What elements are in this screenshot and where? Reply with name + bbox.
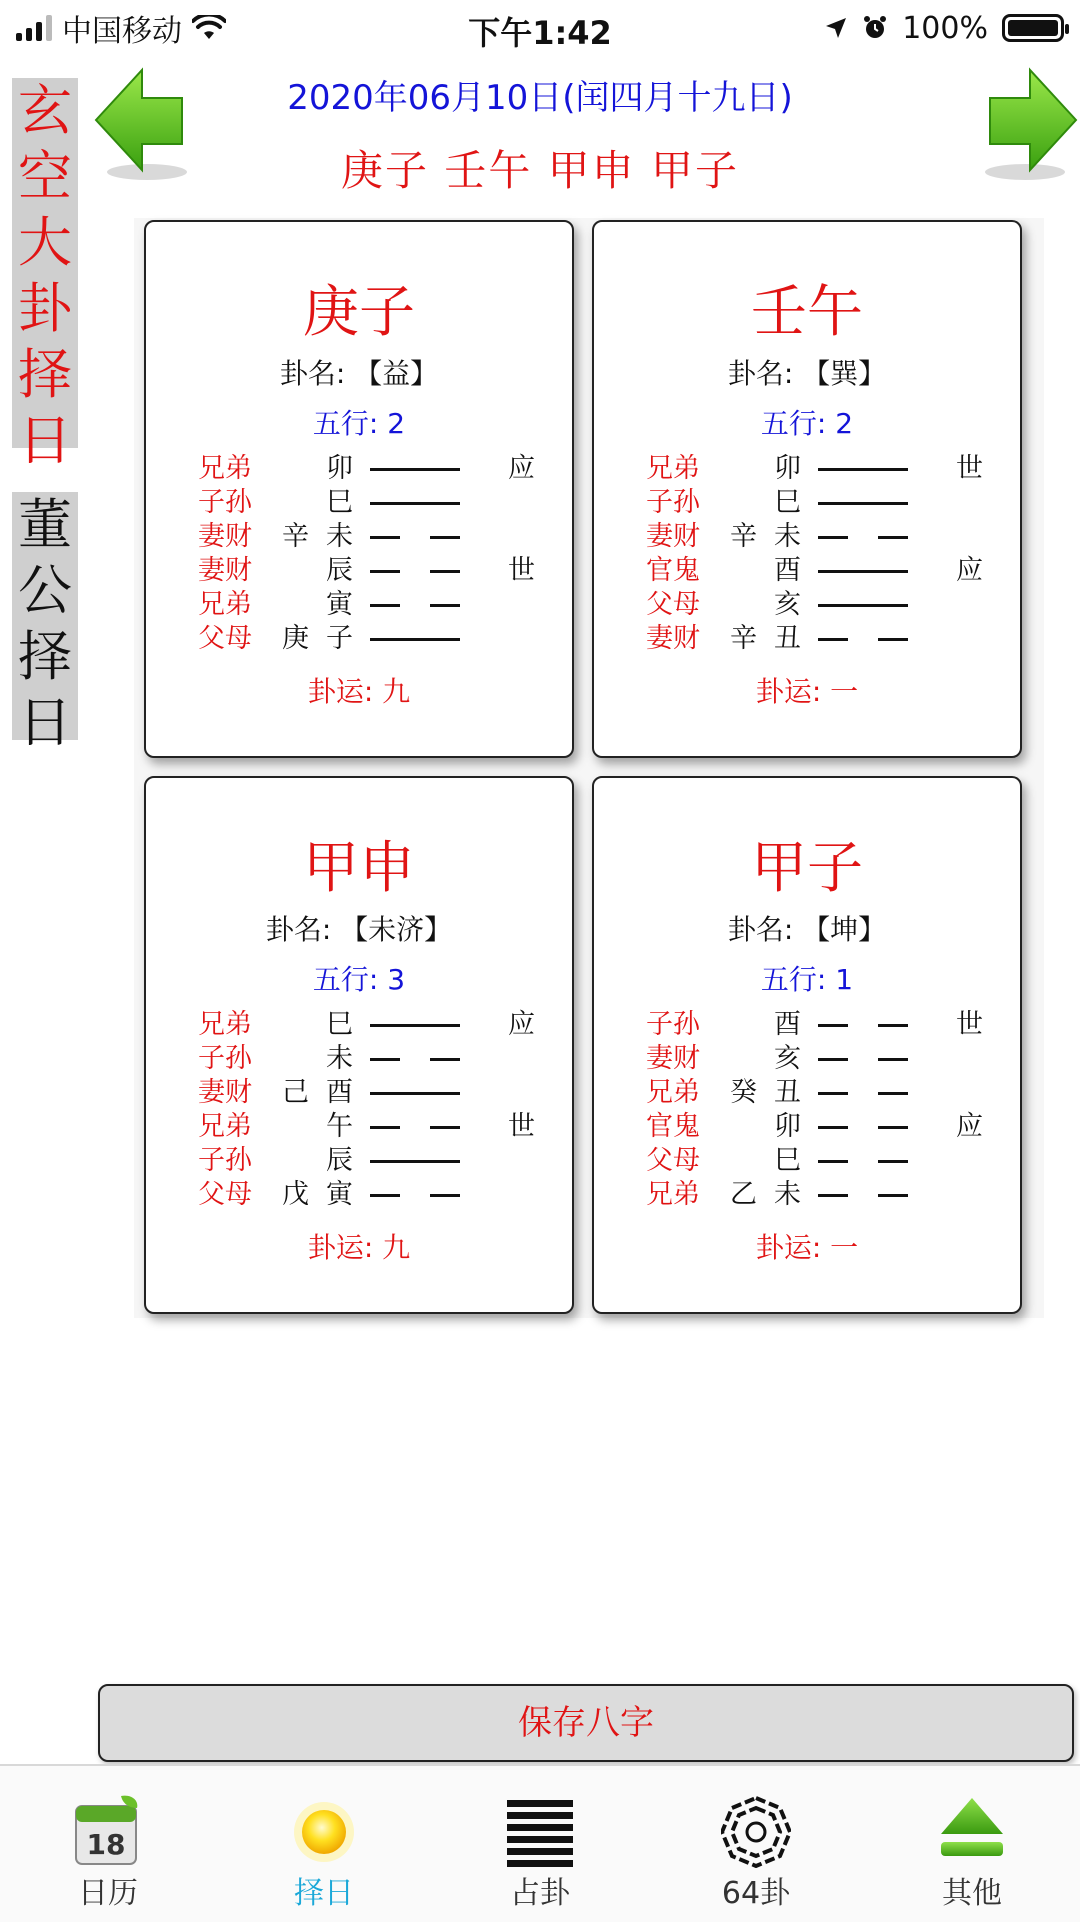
wuxing-row <box>594 402 1020 442</box>
yang-line-icon <box>370 1160 460 1163</box>
wuxing-row <box>146 958 572 998</box>
method-char: 日 <box>18 691 72 754</box>
liuqin-label: 兄弟 <box>646 1179 700 1210</box>
sun-icon <box>289 1792 359 1868</box>
gua-yun-label: 卦运: <box>755 1231 822 1264</box>
hexagram-name-label: 卦名: <box>279 357 346 390</box>
yin-line-icon <box>818 1092 908 1095</box>
yao-line <box>198 486 538 520</box>
branch-label: 卯 <box>774 1111 801 1142</box>
liuqin-label: 妻财 <box>198 1077 252 1108</box>
branch-label: 巳 <box>774 1145 801 1176</box>
hexagram-name <box>146 352 572 392</box>
yang-line-icon <box>818 502 908 505</box>
hexagram-card-month[interactable] <box>592 220 1022 758</box>
tab-zeri[interactable] <box>216 1766 432 1922</box>
liuqin-label: 官鬼 <box>646 1111 700 1142</box>
calendar-day-number: 18 <box>86 1828 126 1861</box>
method-char: 董 <box>18 493 72 556</box>
branch-label: 卯 <box>326 453 353 484</box>
liuqin-label: 兄弟 <box>646 453 700 484</box>
liuqin-label: 子孙 <box>198 487 252 518</box>
hexagram-name <box>146 908 572 948</box>
hexagram-name-value: 【益】 <box>354 357 439 390</box>
liuqin-label: 妻财 <box>646 623 700 654</box>
yang-line-icon <box>370 638 460 641</box>
liuqin-label: 父母 <box>198 623 252 654</box>
yao-line <box>646 520 986 554</box>
save-bazi-button[interactable]: 保存八字 <box>98 1684 1074 1762</box>
yin-line-icon <box>370 1194 460 1197</box>
liuqin-label: 妻财 <box>646 1043 700 1074</box>
wuxing-label: 五行: <box>760 407 827 440</box>
battery-percent: 100% <box>902 10 988 46</box>
liuqin-label: 妻财 <box>198 521 252 552</box>
branch-label: 丑 <box>774 623 801 654</box>
shi-ying-mark: 世 <box>956 1009 983 1040</box>
card-title: 甲子 <box>751 836 863 901</box>
wuxing-value: 1 <box>835 963 854 996</box>
yao-line <box>198 520 538 554</box>
branch-label: 巳 <box>326 1009 353 1040</box>
eject-icon <box>937 1792 1007 1868</box>
gua-yun-row <box>594 670 1020 710</box>
liuqin-label: 兄弟 <box>198 589 252 620</box>
yao-line <box>646 1076 986 1110</box>
card-title: 壬午 <box>751 280 863 345</box>
yao-line <box>198 1178 538 1212</box>
gua-yun-label: 卦运: <box>307 675 374 708</box>
yin-line-icon <box>818 1058 908 1061</box>
hexagram-name-value: 【巽】 <box>802 357 887 390</box>
gua-yun-value: 一 <box>830 675 859 708</box>
title-char: 择 <box>18 343 72 406</box>
liuqin-label: 子孙 <box>198 1145 252 1176</box>
branch-label: 巳 <box>774 487 801 518</box>
yao-line <box>198 622 538 656</box>
method-char: 公 <box>18 559 72 622</box>
ganzhi-line: 庚子 壬午 甲申 甲子 <box>340 146 740 195</box>
yao-lines <box>646 1008 986 1212</box>
liuqin-label: 父母 <box>198 1179 252 1210</box>
yang-line-icon <box>370 1024 460 1027</box>
hexagram-card-hour[interactable] <box>592 776 1022 1314</box>
branch-label: 辰 <box>326 555 353 586</box>
shi-ying-mark: 世 <box>956 453 983 484</box>
method-label-vertical[interactable] <box>12 492 78 754</box>
yao-line <box>646 554 986 588</box>
yao-lines <box>198 1008 538 1212</box>
liuqin-label: 兄弟 <box>198 1111 252 1142</box>
tab-calendar[interactable] <box>0 1766 216 1922</box>
title-char: 日 <box>18 409 72 472</box>
wuxing-value: 2 <box>387 407 406 440</box>
yin-line-icon <box>370 604 460 607</box>
shi-ying-mark: 世 <box>508 1111 535 1142</box>
branch-label: 巳 <box>326 487 353 518</box>
liuqin-label: 父母 <box>646 589 700 620</box>
yin-line-icon <box>370 1126 460 1129</box>
liuqin-label: 子孙 <box>198 1043 252 1074</box>
stem-label: 己 <box>282 1077 309 1108</box>
yin-line-icon <box>370 1058 460 1061</box>
stem-label: 辛 <box>730 521 757 552</box>
wuxing-value: 2 <box>835 407 854 440</box>
tab-label: 占卦 <box>510 1876 570 1911</box>
yao-line <box>198 588 538 622</box>
liuqin-label: 妻财 <box>198 555 252 586</box>
hexagram-name-label: 卦名: <box>727 913 794 946</box>
card-title: 甲申 <box>303 836 415 901</box>
yao-line <box>646 452 986 486</box>
liuqin-label: 兄弟 <box>198 1009 252 1040</box>
status-bar <box>0 0 1080 54</box>
yao-line <box>198 554 538 588</box>
wuxing-label: 五行: <box>312 407 379 440</box>
shi-ying-mark: 应 <box>956 1111 983 1142</box>
tab-other[interactable] <box>864 1766 1080 1922</box>
title-char: 大 <box>18 211 72 274</box>
shi-ying-mark: 应 <box>508 1009 535 1040</box>
branch-label: 酉 <box>326 1077 353 1108</box>
stem-label: 庚 <box>282 623 309 654</box>
tab-label: 64卦 <box>721 1876 791 1911</box>
yao-line <box>646 1144 986 1178</box>
bagua-icon <box>721 1792 791 1868</box>
yang-line-icon <box>370 468 460 471</box>
hexagram-name-value: 【未济】 <box>340 913 453 946</box>
branch-label: 寅 <box>326 1179 353 1210</box>
yao-line <box>198 452 538 486</box>
yao-line <box>198 1110 538 1144</box>
yang-line-icon <box>818 570 908 573</box>
shi-ying-mark: 世 <box>508 555 535 586</box>
branch-label: 寅 <box>326 589 353 620</box>
yin-line-icon <box>818 1126 908 1129</box>
gua-yun-value: 九 <box>382 1231 411 1264</box>
yao-line <box>646 1008 986 1042</box>
wuxing-row <box>146 402 572 442</box>
branch-label: 酉 <box>774 1009 801 1040</box>
gua-yun-label: 卦运: <box>307 1231 374 1264</box>
yao-line <box>198 1008 538 1042</box>
yao-lines <box>198 452 538 656</box>
hexagram-icon <box>505 1792 575 1868</box>
yang-line-icon <box>818 604 908 607</box>
gua-yun-row <box>146 670 572 710</box>
liuqin-label: 子孙 <box>646 1009 700 1040</box>
stem-label: 辛 <box>282 521 309 552</box>
carrier-label: 中国移动 <box>62 14 182 49</box>
stem-label: 癸 <box>730 1077 757 1108</box>
gua-yun-value: 一 <box>830 1231 859 1264</box>
gua-yun-row <box>146 1226 572 1266</box>
yao-line <box>646 1042 986 1076</box>
status-right <box>824 8 1064 48</box>
liuqin-label: 父母 <box>646 1145 700 1176</box>
branch-label: 午 <box>326 1111 353 1142</box>
yin-line-icon <box>818 1194 908 1197</box>
alarm-icon <box>862 15 888 41</box>
yin-line-icon <box>370 570 460 573</box>
hexagram-card-year[interactable] <box>144 220 574 758</box>
yao-line <box>198 1076 538 1110</box>
wuxing-row <box>594 958 1020 998</box>
hexagram-name-value: 【坤】 <box>802 913 887 946</box>
tab-label: 其他 <box>942 1876 1002 1911</box>
branch-label: 未 <box>326 1043 353 1074</box>
battery-icon <box>1002 14 1064 42</box>
yao-line <box>198 1042 538 1076</box>
yang-line-icon <box>370 1092 460 1095</box>
liuqin-label: 官鬼 <box>646 555 700 586</box>
wuxing-label: 五行: <box>312 963 379 996</box>
title-char: 空 <box>18 145 72 208</box>
yin-line-icon <box>818 1160 908 1163</box>
yao-line <box>646 1178 986 1212</box>
tab-64gua[interactable] <box>648 1766 864 1922</box>
liuqin-label: 妻财 <box>646 521 700 552</box>
liuqin-label: 兄弟 <box>646 1077 700 1108</box>
hexagram-card-day[interactable] <box>144 776 574 1314</box>
yao-line <box>646 1110 986 1144</box>
tab-bar <box>0 1764 1080 1922</box>
stem-label: 乙 <box>730 1179 757 1210</box>
yang-line-icon <box>818 468 908 471</box>
liuqin-label: 子孙 <box>646 487 700 518</box>
method-char: 择 <box>18 625 72 688</box>
status-time: 下午1:42 <box>468 14 612 52</box>
title-char: 卦 <box>18 277 72 340</box>
yin-line-icon <box>818 536 908 539</box>
yao-line <box>646 622 986 656</box>
hexagram-name <box>594 908 1020 948</box>
stem-label: 辛 <box>730 623 757 654</box>
title-char: 玄 <box>18 79 72 142</box>
liuqin-label: 兄弟 <box>198 453 252 484</box>
gua-yun-label: 卦运: <box>755 675 822 708</box>
gua-yun-row <box>594 1226 1020 1266</box>
stem-label: 戊 <box>282 1179 309 1210</box>
branch-label: 丑 <box>774 1077 801 1108</box>
wuxing-value: 3 <box>387 963 406 996</box>
hexagram-name <box>594 352 1020 392</box>
hexagram-name-label: 卦名: <box>727 357 794 390</box>
date-title[interactable]: 2020年06月10日(闰四月十九日) <box>287 78 793 118</box>
app-title-vertical <box>12 78 78 472</box>
yin-line-icon <box>818 1024 908 1027</box>
yao-lines <box>646 452 986 656</box>
branch-label: 亥 <box>774 1043 801 1074</box>
branch-label: 亥 <box>774 589 801 620</box>
wuxing-label: 五行: <box>760 963 827 996</box>
branch-label: 未 <box>774 1179 801 1210</box>
shi-ying-mark: 应 <box>956 555 983 586</box>
branch-label: 未 <box>326 521 353 552</box>
tab-zhangua[interactable] <box>432 1766 648 1922</box>
location-icon <box>824 16 848 40</box>
card-title: 庚子 <box>303 280 415 345</box>
yin-line-icon <box>370 536 460 539</box>
branch-label: 辰 <box>326 1145 353 1176</box>
tab-label: 日历 <box>78 1876 138 1911</box>
shi-ying-mark: 应 <box>508 453 535 484</box>
hexagram-name-label: 卦名: <box>265 913 332 946</box>
tab-label: 择日 <box>294 1876 354 1911</box>
yao-line <box>646 588 986 622</box>
gua-yun-value: 九 <box>382 675 411 708</box>
yao-line <box>646 486 986 520</box>
yin-line-icon <box>818 638 908 641</box>
branch-label: 酉 <box>774 555 801 586</box>
branch-label: 未 <box>774 521 801 552</box>
calendar-icon <box>73 1792 143 1868</box>
branch-label: 子 <box>326 623 353 654</box>
yang-line-icon <box>370 502 460 505</box>
yao-line <box>198 1144 538 1178</box>
branch-label: 卯 <box>774 453 801 484</box>
